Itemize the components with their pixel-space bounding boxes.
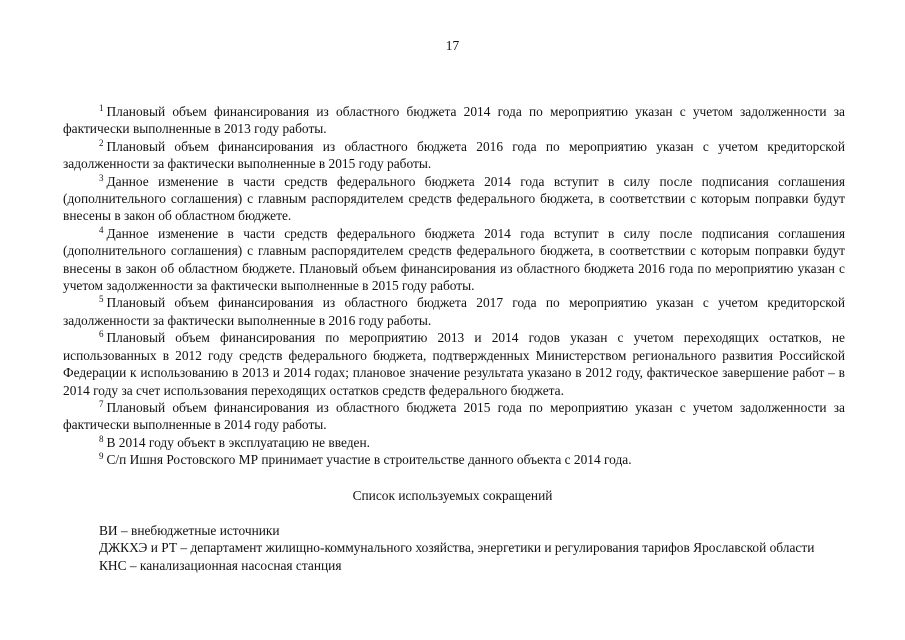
abbreviations-title: Список используемых сокращений xyxy=(352,488,553,503)
footnote-text: Плановый объем финансирования из областного бюджета 2017 года по мероприятию указан с учетом кредиторской задолженности за фактически выполненные в 2016 году работы. xyxy=(63,295,845,328)
footnote-number: 2 xyxy=(99,137,104,148)
abbreviation-item: ВИ – внебюджетные источники xyxy=(99,523,280,538)
footnote-7 xyxy=(63,399,845,434)
footnote-2 xyxy=(63,138,845,173)
footnote-number: 9 xyxy=(99,451,104,462)
footnote-4 xyxy=(63,225,845,295)
footnote-number: 4 xyxy=(99,224,104,235)
footnote-text: Плановый объем финансирования из областного бюджета 2016 года по мероприятию указан с учетом кредиторской задолженности за фактически выполненные в 2015 году работы. xyxy=(63,138,845,172)
abbreviation-item: ДЖКХЭ и РТ – департамент жилищно-коммунального хозяйства, энергетики и регулирования тарифов Ярославской области xyxy=(99,540,815,556)
footnote-9 xyxy=(63,451,845,468)
footnote-number: 3 xyxy=(99,172,104,183)
footnote-number: 7 xyxy=(99,398,104,409)
footnote-6 xyxy=(63,329,845,399)
footnote-number: 6 xyxy=(99,329,104,340)
footnote-3 xyxy=(63,173,845,225)
footnotes xyxy=(63,103,845,469)
abbreviation-item: КНС – канализационная насосная станция xyxy=(99,557,342,573)
footnote-text: Данное изменение в части средств федерального бюджета 2014 года вступит в силу после подписания соглашения (дополнительного соглашения) с главным распорядителем средств федерального бюджета, в соответствии с которым поправки будут внесены в закон об областном бюджете. Плановый объем финансирования из областного бюджета 2016 года по мероприятию указан с учетом задолженности за фактически выполненные в 2015 году работы. xyxy=(63,225,845,294)
footnote-5 xyxy=(63,294,845,329)
footnote-text: Плановый объем финансирования из областного бюджета 2015 года по мероприятию указан с учетом задолженности за фактически выполненные в 2014 году работы. xyxy=(63,399,845,433)
page-number: 17 xyxy=(445,38,460,53)
footnote-text: В 2014 году объект в эксплуатацию не введен. xyxy=(106,434,371,450)
footnote-text: С/п Ишня Ростовского МР принимает участие в строительстве данного объекта с 2014 года. xyxy=(106,452,632,468)
footnote-text: Плановый объем финансирования из областного бюджета 2014 года по мероприятию указан с учетом задолженности за фактически выполненные в 2013 году работы. xyxy=(63,104,845,137)
footnote-1 xyxy=(63,103,845,138)
footnote-number: 8 xyxy=(99,433,104,444)
abbreviations-list xyxy=(63,522,845,574)
footnote-number: 5 xyxy=(99,294,104,305)
footnote-number: 1 xyxy=(99,103,104,113)
footnote-8 xyxy=(63,434,845,451)
footnote-text: Плановый объем финансирования по мероприятию 2013 и 2014 годов указан с учетом переходящих остатков, не использованных в 2012 году средств федерального бюджета, подтвержденных Министерством регионального развития Российской Федерации к использованию в 2013 и 2014 годах; плановое значение результата указано в 2012 году, фактическое завершение работ – в 2014 году за счет использования переходящих остатков средств федерального бюджета. xyxy=(63,330,845,398)
footnote-text: Данное изменение в части средств федерального бюджета 2014 года вступит в силу после подписания соглашения (дополнительного соглашения) с главным распорядителем средств федерального бюджета, в соответствии с которым поправки будут внесены в закон об областном бюджете. xyxy=(63,173,845,224)
